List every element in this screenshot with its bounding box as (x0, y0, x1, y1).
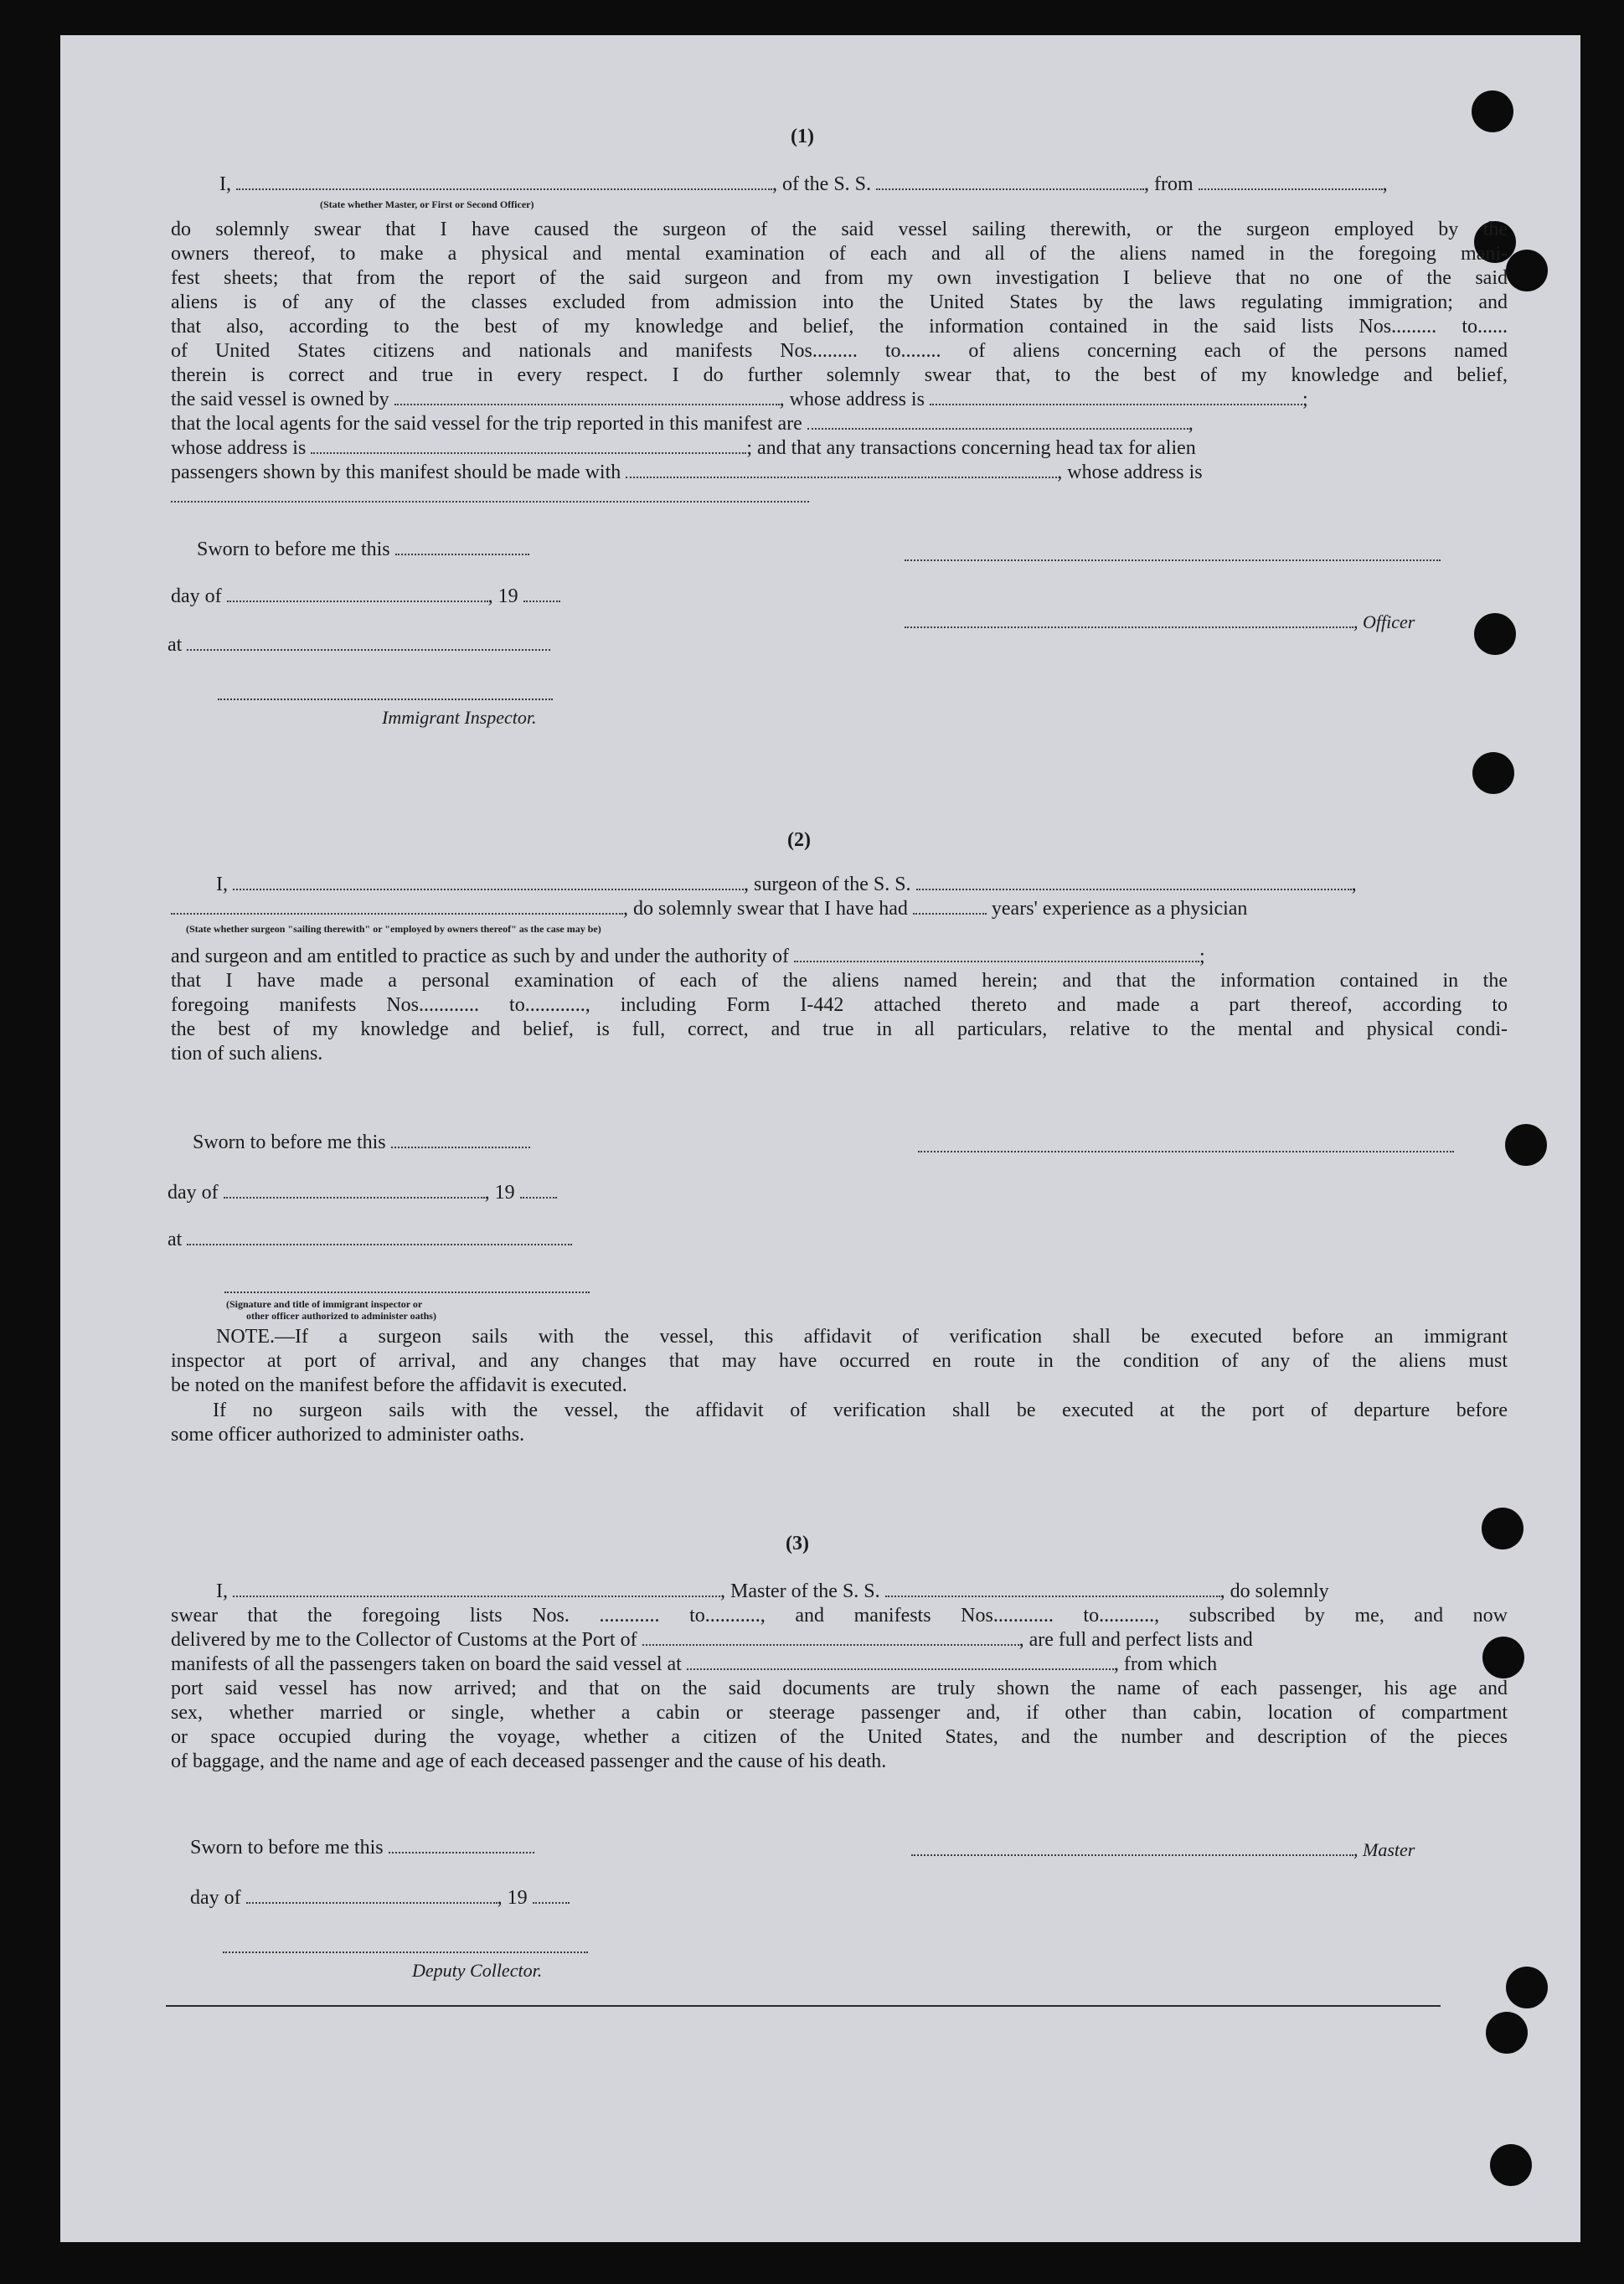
s2-at: at (168, 1228, 572, 1252)
year-blank[interactable] (523, 587, 560, 602)
s1-whose-line: whose address is ; and that any transactions concerning head tax for alien (171, 437, 1196, 459)
officer-signature-blank-1[interactable] (905, 546, 1441, 561)
s1-officer-line: I, , of the S. S. , from , (219, 173, 1388, 195)
punch-hole (1474, 613, 1516, 655)
officer-signature-blank-2[interactable] (905, 613, 1353, 628)
punch-hole (1472, 752, 1514, 794)
month-blank[interactable] (227, 587, 488, 602)
s2-sig-note-1: (Signature and title of immigrant inspector or (226, 1298, 423, 1310)
s2-sig-note-2: other officer authorized to administer oaths) (246, 1310, 436, 1322)
place-blank[interactable] (187, 636, 550, 651)
s1-day-of: day of , 19 (171, 585, 560, 609)
sworn-day-blank[interactable] (395, 540, 529, 555)
from-port-blank[interactable] (1199, 175, 1383, 190)
s2-surgeon-line: I, , surgeon of the S. S. , (216, 874, 1357, 895)
owner-blank[interactable] (394, 390, 780, 405)
punch-hole (1506, 250, 1548, 291)
s1-at: at (168, 633, 550, 657)
s2-surgeon-note: (State whether surgeon "sailing therewith" or "employed by owners thereof" as the case may be) (186, 923, 601, 935)
punch-hole (1482, 1508, 1523, 1549)
officer-name-blank[interactable] (236, 175, 772, 190)
s3-sworn-blank[interactable] (389, 1838, 534, 1853)
surgeon-type-blank[interactable] (171, 900, 623, 915)
s3-sworn: Sworn to before me this (190, 1836, 534, 1860)
punch-hole (1486, 2012, 1528, 2054)
headtax-party-blank[interactable] (626, 463, 1057, 478)
section-3-heading: (3) (786, 1533, 809, 1554)
years-blank[interactable] (913, 900, 987, 915)
s2-sworn-blank[interactable] (391, 1133, 530, 1148)
s1-owner-line: the said vessel is owned by , whose address is ; (171, 389, 1308, 410)
s3-year-blank[interactable] (533, 1889, 570, 1904)
s3-boarded-line: manifests of all the passengers taken on board the said vessel at , from which (171, 1653, 1218, 1675)
s1-headtax-line: passengers shown by this manifest should be made with , whose address is (171, 461, 1203, 483)
s1-officer: , Officer (905, 610, 1415, 635)
master-signature-blank[interactable] (911, 1841, 1353, 1856)
s2-authority-line: and surgeon and am entitled to practice as such by and under the authority of ; (171, 946, 1205, 967)
agents-address-blank[interactable] (311, 439, 746, 454)
boarding-port-blank[interactable] (687, 1655, 1114, 1670)
s1-sworn: Sworn to before me this (197, 538, 529, 562)
s3-day-of: day of , 19 (190, 1886, 570, 1910)
s2-sworn: Sworn to before me this (193, 1131, 530, 1155)
authority-blank[interactable] (794, 947, 1199, 962)
s2-day-of: day of , 19 (168, 1181, 557, 1205)
owner-address-blank[interactable] (930, 390, 1302, 405)
s3-master-line: I, , Master of the S. S. , do solemnly (216, 1580, 1329, 1602)
inspector-signature-line[interactable] (218, 699, 553, 700)
s3-month-blank[interactable] (246, 1889, 498, 1904)
s3-lists-line: swear that the foregoing lists Nos. ............ to..........., and manifests Nos............ to..........., subscribed by me, and now (171, 1605, 1508, 1627)
immigrant-inspector-label: Immigrant Inspector. (382, 707, 537, 728)
ship-name-blank[interactable] (876, 175, 1144, 190)
form-page: (1) I, , of the S. S. , from , (State whether Master, or First or Second Officer) do solemnly swear that I have caused the surgeon of the said vessel sailing therewith, or the surgeon employed by the owners thereof, to make a physical and mental examination of each and all of the aliens named in the foregoing mani- fest sheets; that from the report of the said surgeon and from my own investigation I believe that no one of the said aliens is of any of the classes excluded from admission into the United States by the laws regulating immigration; and that also, according to the best of my knowledge and belief, the information contained in the said lists Nos......... to...... of United States citizens and nationals and manifests Nos......... to........ of aliens concerning each of the persons named therein is correct and true in every respect. I do further solemnly swear that, to the best of my knowledge and belief, the said vessel is owned by , whose address is ; that the local agents for the said vessel for the trip reported in this manifest are , whose address is ; and that any transactions concerning head tax for alien passengers shown by this manifest should be made with , whose address is Sworn to before me this day of , 19 at Immigrant Inspector. , Officer (2) I, , surgeon of the S. S. , , do solemnly swear that I have had years' experience as a physician (State whether surgeon "sailing therewith" or "employed by owners thereof" as the case may be) and surgeon and am entitled to practice as such by and under the authority of ; that I have made a personal examination of each of the aliens named herein; and that the information contained in the foregoing manifests Nos............ to............, including Form I-442 attached thereto and made a part thereof, according to the best of my knowledge and belief, is full, correct, and true in all particulars, relative to the mental and physical condi- tion of such aliens. Sworn to before me this day of , 19 at (Signature and title of immigrant inspector or other officer authorized to administer oaths) NOTE.—If a surgeon sails with the vessel, this affidavit of verification shall be executed before an immigrant inspector at port of arrival, and any changes that may have occurred en route in the condition of any of the aliens must be noted on the manifest before the affidavit is executed. If no surgeon sails with the vessel, the affidavit of verification shall be executed at the port of departure before some officer authorized to administer oaths. (3) I, , Master of the S. S. , do solemnly swear that the foregoing lists Nos. ............ to..........., and manifests Nos............ to..........., subscribed by me, and now delivered by me to the Collector of Customs at the Port of , are full and perfect lists and manifests of all the passengers taken on board the said vessel at , from which port said vessel has now arrived; and that on the said documents are truly shown the name of each passenger, his age and sex, whether married or single, whether a cabin or steerage passenger and, if other than cabin, location of compartment or space occupied during the voyage, whether a citizen of the United States, and the number and description of the pieces of baggage, and the name and age of each deceased passenger and the cause of his death. Sworn to before me this , Master day of , 19 Deputy Collector. (60, 35, 1580, 2242)
punch-hole (1472, 90, 1513, 132)
s2-inspector-signature-line[interactable] (224, 1292, 590, 1293)
port-blank[interactable] (642, 1631, 1019, 1646)
s2-ship-blank[interactable] (916, 875, 1352, 890)
s2-month-blank[interactable] (224, 1183, 485, 1199)
section-1-heading: (1) (791, 126, 814, 147)
punch-hole (1506, 1967, 1548, 2008)
section-2-heading: (2) (787, 829, 811, 851)
s2-year-blank[interactable] (520, 1183, 557, 1199)
collector-signature-line[interactable] (223, 1951, 588, 1953)
s1-agents-line: that the local agents for the said vessel for the trip reported in this manifest are , (171, 413, 1194, 435)
surgeon-name-blank[interactable] (233, 875, 744, 890)
s2-years-line: , do solemnly swear that I have had years' experience as a physician (171, 897, 1247, 921)
punch-hole (1490, 2144, 1532, 2186)
bottom-rule (166, 2005, 1441, 2007)
s2-place-blank[interactable] (187, 1230, 572, 1245)
deputy-collector-label: Deputy Collector. (412, 1960, 543, 1981)
agents-blank[interactable] (807, 415, 1188, 430)
s3-ship-blank[interactable] (885, 1582, 1220, 1597)
headtax-address-blank[interactable] (171, 487, 809, 503)
punch-hole (1505, 1124, 1547, 1166)
s3-port-line: delivered by me to the Collector of Customs at the Port of , are full and perfect lists and (171, 1629, 1253, 1651)
master-name-blank[interactable] (233, 1582, 720, 1597)
s3-master-signature: , Master (911, 1838, 1415, 1863)
s2-surgeon-signature-blank[interactable] (918, 1137, 1454, 1152)
s1-officer-note: (State whether Master, or First or Second Officer) (320, 198, 534, 210)
punch-hole (1482, 1637, 1524, 1678)
